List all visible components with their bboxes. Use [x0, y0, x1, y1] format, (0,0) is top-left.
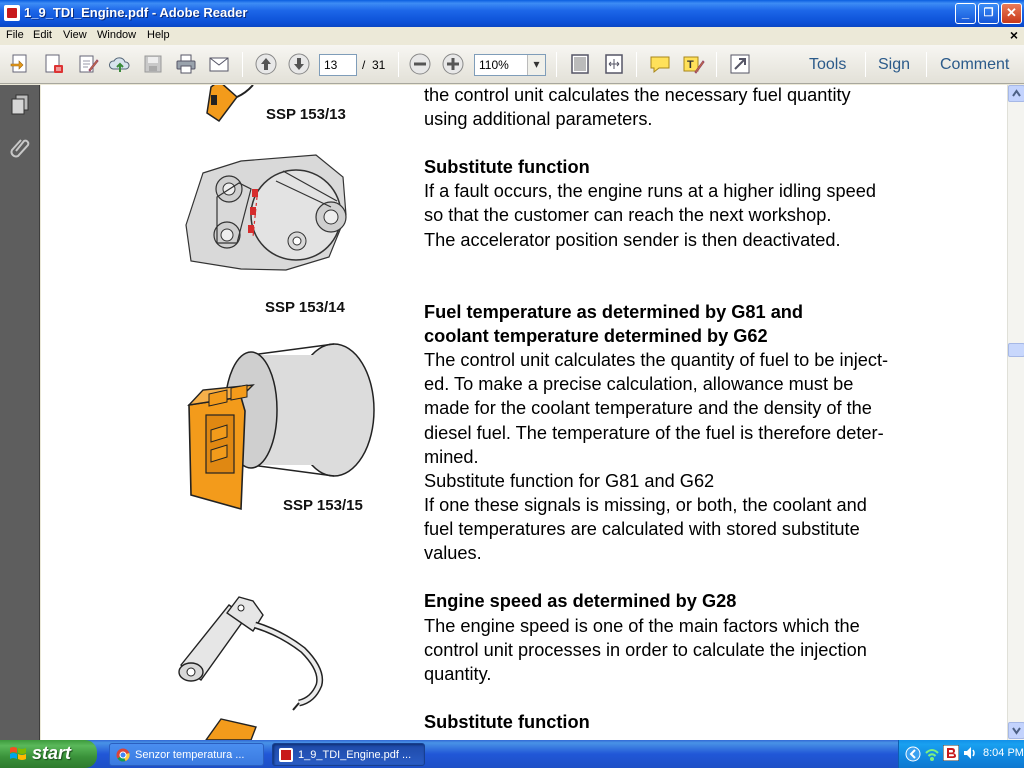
chrome-icon [116, 748, 130, 762]
toolbar-separator [242, 52, 243, 77]
vertical-scrollbar[interactable] [1007, 85, 1024, 740]
body-text-line: values. [424, 543, 482, 563]
figure-caption: SSP 153/15 [283, 497, 363, 514]
minimize-button[interactable]: _ [955, 3, 976, 24]
zoom-in-icon[interactable] [441, 52, 465, 76]
zoom-level-value: 110% [479, 58, 509, 72]
show-hidden-icons-icon[interactable] [905, 746, 921, 762]
accelerator-sender-connector-illustration [207, 85, 253, 121]
sign-pane-button[interactable]: Sign [878, 56, 911, 73]
section-heading: Fuel temperature as determined by G81 and [424, 302, 804, 322]
pdf-icon [279, 748, 293, 762]
attachments-icon[interactable] [8, 135, 32, 159]
comment-pane-button[interactable]: Comment [940, 56, 1010, 73]
start-label: start [32, 743, 72, 763]
toolbar-separator [926, 52, 927, 77]
engine-speed-sender-illustration [179, 597, 320, 740]
body-text-line: The control unit calculates the quantity of fuel to be inject- [424, 350, 889, 370]
body-text-line: quantity. [424, 664, 492, 684]
zoom-level-select[interactable] [474, 54, 546, 76]
page-separator: / [362, 58, 366, 72]
wireless-network-icon[interactable] [924, 745, 940, 763]
system-tray [898, 740, 1024, 768]
body-text-line: ed. To make a precise calculation, allowance must be [424, 374, 854, 394]
body-text-line: mined. [424, 447, 479, 467]
menu-edit[interactable]: Edit [33, 29, 52, 41]
figure-caption: SSP 153/14 [265, 299, 345, 316]
taskbar-item-label: Senzor temperatura ... [135, 749, 245, 761]
toolbar [0, 45, 1024, 84]
navigation-pane [0, 85, 40, 740]
scroll-down-button[interactable] [1008, 722, 1024, 739]
b-app-tray-icon[interactable] [943, 745, 959, 761]
tools-pane-button[interactable]: Tools [809, 56, 847, 73]
body-text-line: The engine speed is one of the main factors which the [424, 616, 860, 636]
toolbar-separator [556, 52, 557, 77]
edit-document-icon[interactable] [76, 52, 100, 76]
sticky-note-icon[interactable] [648, 52, 672, 76]
fit-width-icon[interactable] [602, 52, 626, 76]
accelerator-position-sender-illustration [186, 155, 346, 270]
section-heading: Engine speed as determined by G28 [424, 591, 737, 611]
figure-caption: SSP 153/13 [266, 106, 346, 123]
body-text-line: fuel temperatures are calculated with stored substitute [424, 519, 860, 539]
create-pdf-icon[interactable] [42, 52, 66, 76]
menu-file[interactable]: File [6, 29, 24, 41]
taskbar-item-label: 1_9_TDI_Engine.pdf ... [298, 749, 412, 761]
print-icon[interactable] [174, 52, 198, 76]
maximize-button[interactable]: ❐ [978, 3, 999, 24]
title-bar[interactable] [0, 0, 1024, 27]
start-button[interactable] [0, 740, 97, 768]
close-button[interactable]: ✕ [1001, 3, 1022, 24]
scroll-thumb[interactable] [1008, 343, 1024, 357]
body-text-line: the control unit calculates the necessary fuel quantity [424, 85, 851, 105]
previous-page-icon[interactable] [254, 52, 278, 76]
cloud-upload-icon[interactable] [108, 52, 132, 76]
toolbar-separator [636, 52, 637, 77]
page-thumbnails-icon[interactable] [8, 93, 32, 117]
taskbar-item-browser[interactable] [109, 743, 264, 766]
open-icon[interactable] [9, 52, 33, 76]
toolbar-separator [716, 52, 717, 77]
save-icon[interactable] [141, 52, 165, 76]
section-heading: Substitute function [424, 712, 590, 732]
section-heading: coolant temperature determined by G62 [424, 326, 768, 346]
body-text-line: diesel fuel. The temperature of the fuel is therefore deter- [424, 423, 884, 443]
menu-bar [0, 27, 1024, 45]
body-text-line: so that the customer can reach the next workshop. [424, 205, 832, 225]
clock: 8:04 PM [983, 747, 1024, 759]
body-text-line: The accelerator position sender is then deactivated. [424, 230, 841, 250]
body-text-line: control unit processes in order to calculate the injection [424, 640, 867, 660]
body-text-line: If a fault occurs, the engine runs at a higher idling speed [424, 181, 876, 201]
highlight-text-icon[interactable] [681, 52, 705, 76]
temperature-sender-illustration [189, 344, 374, 509]
window-title: 1_9_TDI_Engine.pdf - Adobe Reader [24, 5, 248, 20]
toolbar-separator [865, 52, 866, 77]
menu-window[interactable]: Window [97, 29, 137, 41]
menu-view[interactable]: View [63, 29, 87, 41]
chevron-down-icon[interactable]: ▾ [527, 55, 545, 75]
document-page [41, 85, 1007, 740]
taskbar [0, 740, 1024, 768]
section-heading: Substitute function [424, 157, 590, 177]
close-document-button[interactable]: × [1009, 27, 1018, 43]
volume-icon[interactable] [962, 745, 978, 761]
zoom-out-icon[interactable] [408, 52, 432, 76]
email-icon[interactable] [207, 52, 231, 76]
page-total: 31 [372, 58, 386, 72]
menu-help[interactable]: Help [147, 29, 170, 41]
body-text-line: If one these signals is missing, or both, the coolant and [424, 495, 867, 515]
body-text-line: Substitute function for G81 and G62 [424, 471, 715, 491]
svg-text:T: T [687, 59, 694, 71]
toolbar-separator [398, 52, 399, 77]
body-text-line: using additional parameters. [424, 109, 653, 129]
page-number-input[interactable]: 13 [319, 54, 357, 76]
next-page-icon[interactable] [287, 52, 311, 76]
body-text-line: made for the coolant temperature and the density of the [424, 398, 872, 418]
scroll-up-button[interactable] [1008, 85, 1024, 102]
windows-logo-icon [9, 745, 27, 763]
fit-page-icon[interactable] [568, 52, 592, 76]
taskbar-item-adobe-reader[interactable] [272, 743, 425, 766]
expand-icon[interactable] [728, 52, 752, 76]
adobe-reader-app-icon [4, 5, 20, 21]
